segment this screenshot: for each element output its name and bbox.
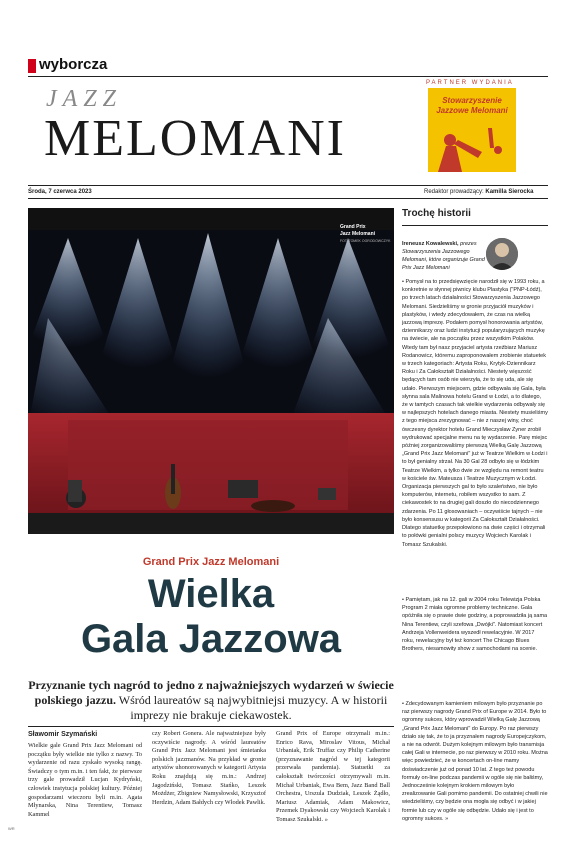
headline-line-2: Gala Jazzowa [80,617,342,661]
headline-line-1: Wielka [147,572,275,616]
photo-credit: FOT. TOMEK OGRODOWCZYK [340,239,391,243]
sidebar-paragraph: • Zdecydowanym kamieniem milowym było przyznanie po raz pierwszy nagrody Grand Prix of Europe w 2014. Było to ogromny sukces, który wprowadził Wielką Galę Jazzową „Grand Prix Jazz Melomani" do Europy. Po raz pierwszy działo się tak, że to ja przyznałem nagrody Europejczykom, a nie na odwrót. Dużym kolejnym milowym było transmisja całej Gali w internecie, po raz pierwszy w 2010 roku. Można więc powiedzieć, że w koncertach on-line mamy doświadczenie już od ponad 10 lat. Z tego też powodu formuły on-line podczas pandemii w ogóle się nie bałiśmy, Jednocześnie kolejnym krokiem milowym było zrealizowanie Gali pomimo pandemii. Do ostatniej chwili nie wiedzieliśmy, czy będzie ona mogła się odbyć i w jakiej formie lub czy w ogóle się odbędzie. Udało się i jest to ogromny sukces. » [402,701,548,822]
editor-credit [424,189,533,195]
brand-mark [28,59,36,73]
divider [402,225,548,226]
avatar [486,238,518,270]
sidebar-author [402,240,494,272]
section-title: MELOMANI [44,110,346,167]
divider [28,726,394,727]
stage-illustration [28,208,394,534]
divider [28,185,548,186]
divider [28,198,548,199]
article-kicker: Grand Prix Jazz Melomani [142,556,280,568]
section-series: JAZZ [46,86,123,112]
page-number: WR [8,826,15,831]
editor-label: Redaktor prowadzący: [424,189,484,195]
sidebar-paragraph: • Pamiętam, jak na 12. gali w 2004 roku Telewizja Polska Program 2 miała ogromne problemy techniczne. Gala opóźniła się o prawie dwie godziny, a poprowadziła ją sama Nina Terentiew, czyli szefowa „Dwójki". Natomiast koncert Andrzeja Vollenweidera wyszedł rewelacyjnie. W 2017 roku, rewelacyjny był też koncert The Chicago Blues Brothers, niesamowity show z samochodami na scenie. [402,597,548,653]
partner-logo-text: Stowarzyszenie Jazzowe Melomani [436,96,508,115]
article-lead [28,678,394,723]
photo-caption [340,224,375,238]
article-column-1: Wielkie gale Grand Prix Jazz Melomani od początku były wielkie nie tylko z nazwy. To wydarzenie od razu zyskało wysoką rangę. Świadczy o tym m.in. i ten fakt, że pierwsze trzy gale prowadził Lucjan Kydryński, człowiek instytucja polskiej kultury. Później gospodarzami wieczoru byli m.in. Agata Młynarska, Nina Terentiew, Tomasz Kammel [28,742,142,818]
article-author: Sławomir Szymański [28,731,98,738]
article-column-2: czy Robert Gonera. Ale najważniejsze były oczywiście nagrody. A wśród laureatów Grand Prix Jazz Melomani jest śmietanka polskich jazzmanów. Na przykład w gronie artystów uhonorowanych w kategorii Artysta Roku znajdują się m.in.: Andrzej Jagodziński, Tomasz Stańko, Leszek Możdżer, Zbigniew Namysłowski, Krzysztof Herdzin, Adam Bałdych czy Włodek Pawlik. [152,730,266,806]
concert-stage-photo [28,208,394,534]
sidebar-paragraph: • Pomysł na to przedsięwzięcie narodził się w 1993 roku, a konkretnie w słynnej piwnicy klubu Plastyka ("PNP-Łódź), po trzech latach działalności Stowarzyszenia Jazzowego Melomani. Siedzieliśmy w gronie przyjaciół muzyków i plastyków, i wtedy zdecydowałem, że czas na wielką jazzową imprezę. Podałem pomysł honorowania artystów, dziennikarzy oraz ludzi instytucji popularyzujących muzykę na świecie, ale na początku przez wszystkim Polaków. Wtedy tam był nasz przyjaciel artysta rzeźbiarz Mariusz Rodanowicz, któremu zaproponowałem zrobienie statuetek w trzech kategoriach: Artysta Roku, Krytyk-Dziennikarz Roku i Za Całokształt Działalności. Niestety więszość będących tam osób nie wierzyła, że to się uda, ale się udało. Pierwszym miejscem, gdzie odbywała się Gala, była słynna sala Malinowa hotelu Grand w Łodzi, a to dlatego, że w tamtych czasach tak wielkie wydarzenia odbywały się w najlepszych hotelach danego miasta. Niestety musieliśmy z tego miejsca zrezygnować – nie z naszej winy, choć ówczesny dyrektor hotelu Grand Mieczysław Zyner zrobił wydrukować specjalne menu na tę wydarzenie. Parę miejsc później zorganizowaliśmy pierwszą Wielką Galę Jazzową „Grand Prix Jazz Melomani" już w Teatrze Wielkim w Łodzi i to był genialny strzał. Na 30 Gal 28 odbyło się w łódzkim Teatrze Wielkim, a tylko dwie ze względu na remont teatru w kościele św. Mateusza i Teatrze Muzycznym w Łodzi. Organizacja pierwszych gal to było szaleństwo, nie było komputerów, internetu, robiłem wszystko to sam. Z ciekawostek to na drugiej gali doszło do niecodziennego zdarzenia. Po 11 głosowaniach – oczywiście tajnych – nie było konsensusu w kategorii Za Całokształt Działalności. Dlatego statuetkę przepołowiono na dwie części i otrzymali to połówki genialni polscy muzycy Wojciech Karolak i Tomasz Szukalski. [402,279,548,548]
photo-caption-line: Grand Prix [340,224,366,230]
sidebar-author-name: Ireneusz Kowalewski, [402,241,459,247]
lead-rest: Wśród laureatów są najwybitniejsi muzycy. A w historii imprezy nie brakuje ciekawostek. [116,693,388,722]
brand-name[interactable]: wyborcza [39,56,108,73]
sidebar-author-desc: prezes Stowarzyszenia Jazzowego Melomani, które organizuje Grand Prix Jazz Melomani [402,241,485,271]
person-portrait-icon [486,238,518,270]
partner-label: PARTNER WYDANIA [426,80,514,86]
divider [28,76,548,77]
partner-logo [428,88,516,172]
article-column-3: Grand Prix of Europe otrzymali m.in.: Enrico Rava, Miroslav Vitous, Michał Urbaniak, Erik Truffaz czy Philip Catherine (przyznawanie nagród w tej kategorii przerwała pandemia). Statuetki za całokształt twórczości otrzymywali m.in. Michał Urbaniak, Ewa Bem, Jazz Band Ball Orchestra, Urszula Dudziak, Leszek Żądło, Mariusz Adamiak, Adam Makowicz, Przemek Dyakowski czy Wojciech Karolak i Tomasz Szukalski. » [276,730,390,823]
sidebar-title: Trochę historii [402,208,471,219]
lead-bold: Przyznanie tych nagród to jedno z najważniejszych wydarzeń w świecie polskiego jazzu. [28,678,394,707]
editor-name: Kamilla Sierocka [485,189,534,195]
photo-caption-line: Jazz Melomani [340,231,376,237]
issue-date: Środa, 7 czerwca 2023 [28,189,92,195]
